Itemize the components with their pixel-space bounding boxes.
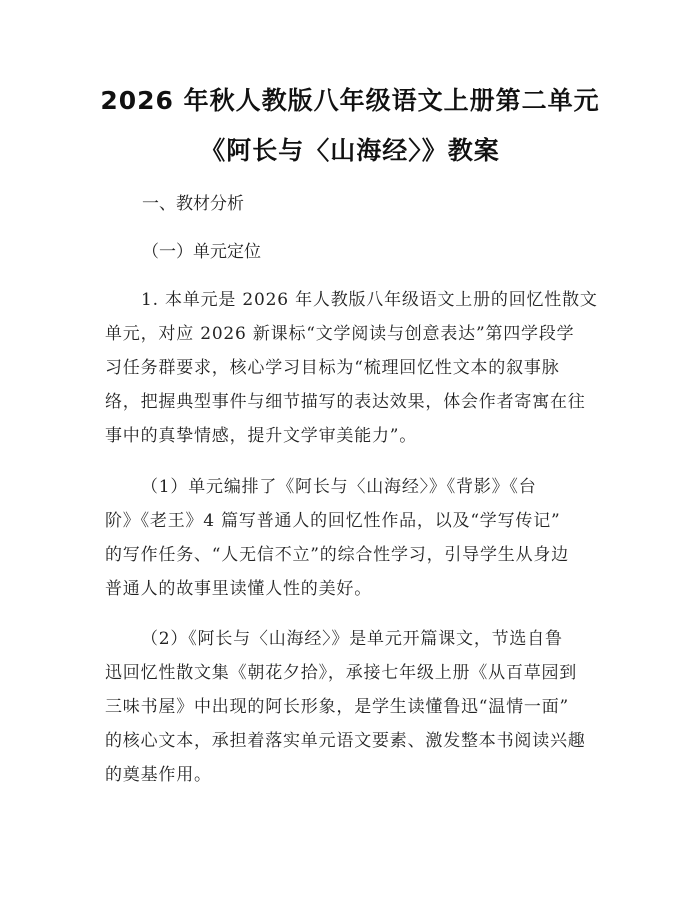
paragraph-line: 迅回忆性散文集《朝花夕拾》，承接七年级上册《从百草园到: [105, 663, 578, 683]
document-title-line1: 2026 年秋人教版八年级语文上册第二单元: [100, 86, 600, 115]
paragraph-text-role: [105, 622, 601, 792]
paragraph-line: 单元，对应 2026 新课标“文学阅读与创意表达”第四学段学: [105, 324, 575, 344]
paragraph-line: 普通人的故事里读懂人性的美好。: [105, 579, 372, 599]
paragraph-line: （1）单元编排了《阿长与〈山海经〉》《背影》《台: [141, 477, 537, 497]
paragraph-line: 络，把握典型事件与细节描写的表达效果，体会作者寄寓在往: [105, 392, 586, 412]
paragraph-line: 的核心文本，承担着落实单元语文要素、激发整本书阅读兴趣: [105, 731, 586, 751]
section-heading: 一、教材分析: [142, 194, 244, 214]
paragraph-line: 的奠基作用。: [105, 765, 212, 785]
paragraph-line: 1. 本单元是 2026 年人教版八年级语文上册的回忆性散文: [141, 290, 598, 310]
paragraph-line: 阶》《老王》4 篇写普通人的回忆性作品，以及“学写传记”: [105, 511, 561, 531]
subsection-heading: （一）单元定位: [142, 242, 261, 262]
paragraph-unit-overview: [105, 283, 601, 453]
paragraph-line: （2）《阿长与〈山海经〉》是单元开篇课文，节选自鲁: [141, 629, 563, 649]
paragraph-line: 习任务群要求，核心学习目标为“梳理回忆性文本的叙事脉: [105, 358, 560, 378]
paragraph-unit-arrangement: [105, 470, 601, 606]
paragraph-line: 的写作任务、“人无信不立”的综合性学习，引导学生从身边: [105, 545, 569, 565]
paragraph-line: 三味书屋》中出现的阿长形象，是学生读懂鲁迅“温情一面”: [105, 697, 569, 717]
paragraph-line: 事中的真挚情感，提升文学审美能力”。: [105, 426, 418, 446]
document-title-line2: 《阿长与〈山海经〉》教案: [200, 136, 500, 165]
